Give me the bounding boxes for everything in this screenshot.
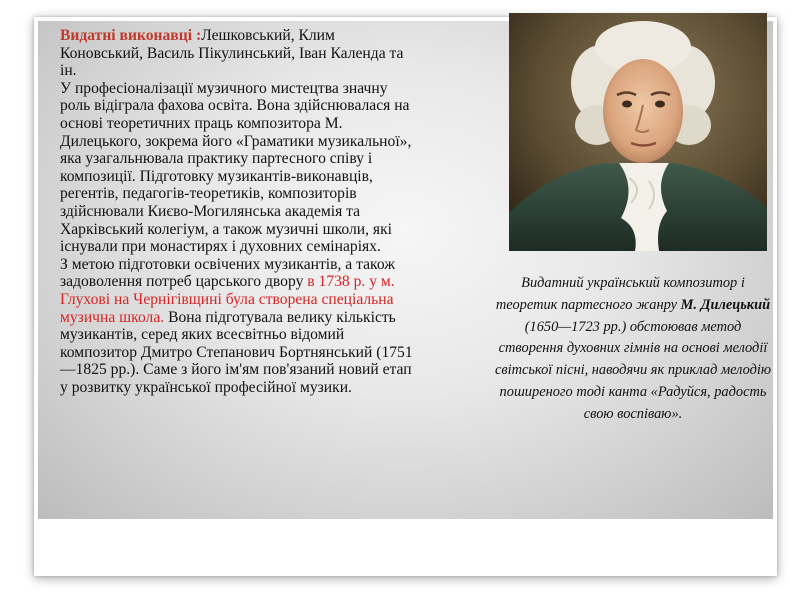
portrait-caption [494,273,772,426]
portrait-illustration [509,13,767,251]
main-text-block [60,27,420,396]
glukhiv-intro: З метою підготовки освічених музикантів, а також задоволення потреб царського двору [60,255,395,291]
performers-list: Лешковський, Клим Коновський, Василь Пікулинський, Іван Календа та ін. [60,27,404,80]
caption-description: (1650—1723 рр.) обстоював метод створення духовних гімнів на основі мелодії світської пісні, наводячи як приклад мелодію поширеного тоді канта «Радуйся, радость свою воспіваю». [494,318,772,422]
education-paragraph: У професіоналізації музичного мистецтва значну роль відіграла фахова освіта. Вона здійснювалася на основі теоретичних праць композитора М. Дилецького, зокрема його «Граматики музикальної», яка узагальнювала практику партесного співу і композиції. Підготовку музикантів-виконавців, регентів, педагогів-теоретиків, композиторів здійснювали Києво-Могилянська академія та Харківський колегіум, а також музичні школи, які існували при монастирях і духовних семінаріях. [60,79,412,256]
caption-composer-name: М. Дилецький [680,296,771,313]
glukhiv-school-highlight: в 1738 р. у м. Глухові на Чернігівщині була створена спеціальна музична школа. [60,273,395,326]
caption-intro: Видатний український композитор і теоретик партесного жанру [495,275,745,313]
glukhiv-paragraph [60,256,420,397]
portrait-image [509,13,767,251]
bortniansky-text: Вона підготувала велику кількість музикантів, серед яких всесвітньо відомий композитор Дмитро Степанович Бортнянський (1751—1825 рр.). Саме з його ім'ям пов'язаний новий етап у розвитку української професійної музики. [60,308,413,396]
performers-paragraph [60,27,420,80]
performers-heading: Видатні виконавці : [60,27,202,44]
